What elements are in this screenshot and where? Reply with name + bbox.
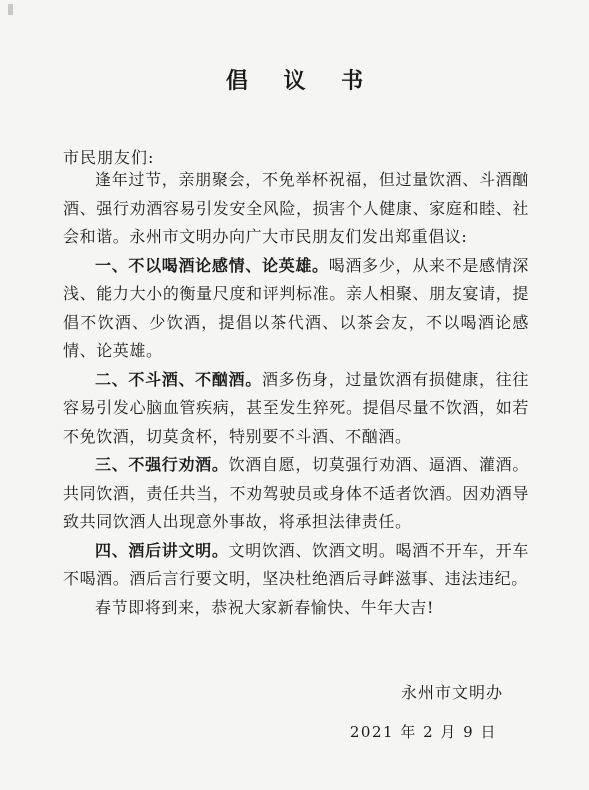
document-title: 倡 议 书: [225, 69, 378, 94]
paragraph-text: 逢年过节，亲朋聚会，不免举杯祝福，但过量饮酒、斗酒酗酒、强行劝酒容易引发安全风险，损害个人健康、家庭和睦、社会和谐。永州市文明办向广大市民朋友们发出郑重倡议:: [63, 170, 529, 246]
paragraph-item-1: [63, 252, 529, 366]
paragraph-text: 喝酒多少，从来不是感情深浅、能力大小的衡量尺度和评判标准。亲人相聚、朋友宴请，提倡不饮酒、少饮酒，提倡以茶代酒、以茶会友，不以喝酒论感情、论英雄。: [63, 255, 530, 360]
paragraph-item-2: [63, 366, 529, 452]
paragraph-intro: [63, 166, 529, 252]
document-body: [63, 166, 529, 622]
paragraph-text: 春节即将到来，恭祝大家新春愉快、牛年大吉!: [95, 597, 435, 617]
salutation: 市民朋友们:: [63, 148, 155, 167]
paragraph-heading: 四、酒后讲文明。: [95, 540, 229, 560]
paragraph-heading: 二、不斗酒、不酗酒。: [95, 369, 262, 389]
document-date: 2021 年 2 月 9 日: [349, 723, 497, 741]
paragraph-item-3: [63, 451, 529, 537]
signature: 永州市文明办: [400, 683, 503, 702]
paragraph-text: 酒多伤身，过量饮酒有损健康，往往容易引发心脑血管疾病，甚至发生猝死。提倡尽量不饮酒，如若不免饮酒，切莫贪杯，特别要不斗酒、不酗酒。: [63, 369, 529, 446]
paragraph-item-4: [63, 537, 529, 594]
paragraph-text: 文明饮酒、饮酒文明。喝酒不开车，开车不喝酒。酒后言行要文明，坚决杜绝酒后寻衅滋事、违法违纪。: [63, 540, 529, 588]
paragraph-text: 饮酒自愿，切莫强行劝酒、逼酒、灌酒。共同饮酒，责任共当，不劝驾驶员或身体不适者饮酒。因劝酒导致共同饮酒人出现意外事故，将承担法律责任。: [63, 455, 529, 531]
paragraph-heading: 一、不以喝酒论感情、论英雄。: [95, 255, 329, 275]
paragraph-closing: [63, 594, 529, 623]
paragraph-heading: 三、不强行劝酒。: [95, 455, 229, 474]
scan-mark: [8, 4, 13, 15]
